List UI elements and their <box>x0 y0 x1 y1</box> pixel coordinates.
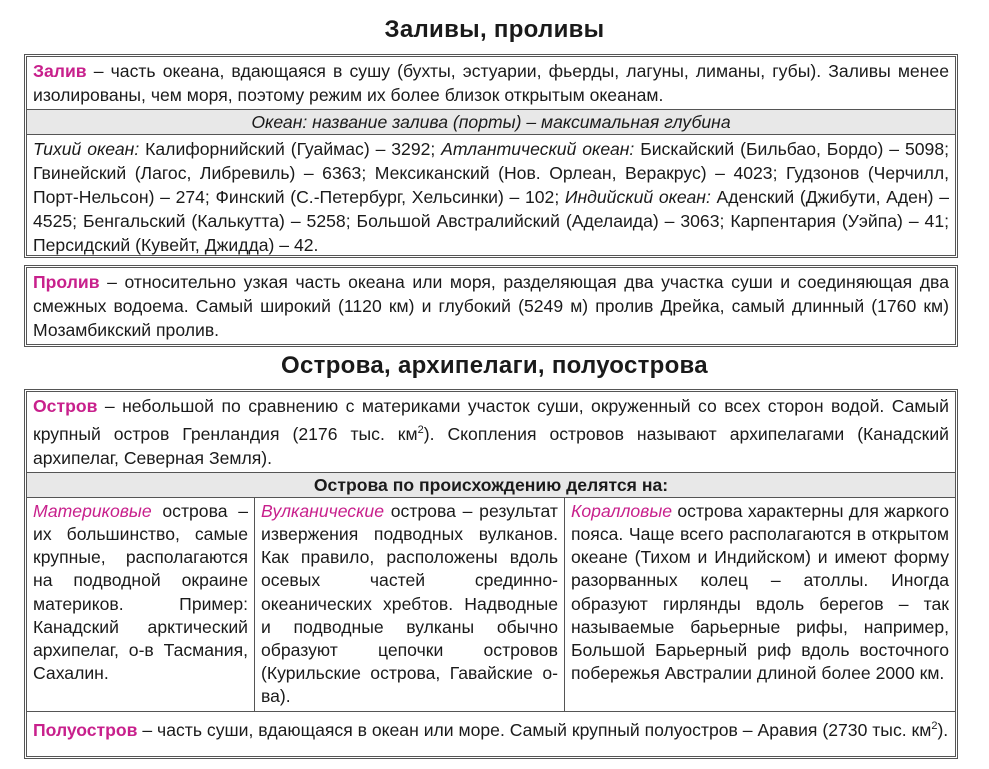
coral-islands-term: Коралловые <box>571 500 673 521</box>
bay-box <box>24 54 958 258</box>
bay-definition-text: – часть океана, вдающаяся в сушу (бухты, эстуарии, фьерды, лагуны, лиманы, губы). Заливы менее изолированы, чем моря, поэтому режим их более близок открытым океанам. <box>33 61 949 105</box>
atlantic-ocean-label: Атлантический океан: <box>441 139 635 159</box>
continental-islands-cell <box>27 498 254 711</box>
bay-definition <box>27 57 955 107</box>
indian-ocean-label: Индийский океан: <box>564 187 711 207</box>
coral-islands-text: острова характерны для жаркого пояса. Чаще всего располагаются в открытом океане (Тихом и Индийском) и имеют форму разорванных колец – атоллы. Иногда образуют гирлянды вдоль берегов – так называемые барьерные рифы, например, Большой Барьерный риф вдоль восточного побережья Австралии длиной более 2000 км. <box>571 500 949 684</box>
peninsula-definition <box>27 712 955 742</box>
island-box <box>24 389 958 759</box>
volcanic-islands-cell <box>254 498 564 711</box>
volcanic-islands-term: Вулканические <box>261 500 384 521</box>
island-origin-header: Острова по происхождению делятся на: <box>27 472 955 497</box>
island-types-columns <box>27 497 955 712</box>
strait-term: Пролив <box>33 272 100 292</box>
peninsula-area-superscript: 2 <box>931 719 938 732</box>
coral-islands-cell <box>564 498 955 711</box>
island-definition <box>27 392 955 470</box>
island-definition-text-b: ). Скопления островов называют архипелагами (Канадский архипелаг, Северная Земля). <box>33 423 949 468</box>
strait-definition-text: – относительно узкая часть океана или моря, разделяющая два участка суши и соединяющая два смежных водоема. Самый широкий (1120 км) и глубокий (5249 м) пролив Дрейка, самый длинный (1760 км) Мозамбикский пролив. <box>33 272 949 340</box>
indian-bays-text: Аденский (Джибути, Аден) – 4525; Бенгальский (Калькутта) – 5258; Большой Австралийский (Аделаида) – 3063; Карпентария (Уэйпа) – 41; Персидский (Кувейт, Джидда) – 42. <box>33 187 949 255</box>
continental-islands-term: Материковые <box>33 500 152 521</box>
bay-list <box>27 134 955 257</box>
section-title-islands: Острова, архипелаги, полуострова <box>281 352 708 379</box>
atlantic-bays-text: Бискайский (Бильбао, Бордо) – 5098; Гвинейский (Лагос, Либревиль) – 6363; Мексиканский (Нов. Орлеан, Веракрус) – 4023; Гудзонов (Черчилл, Порт-Нельсон) – 274; Финский (С.-Петербург, Хельсинки) – 102; <box>33 139 949 207</box>
volcanic-islands-text: острова – результат извержения подводных вулканов. Как правило, расположены вдоль осевых частей срединно-океанических хребтов. Надводные и подводные вулканы обычно образуют цепочки островов (Курильские острова, Гавайские о-ва). <box>261 500 558 707</box>
peninsula-definition-text-a: – часть суши, вдающаяся в океан или море. Самый крупный полуостров – Аравия (2730 тыс. км <box>137 719 932 740</box>
island-definition-text-a: – небольшой по сравнению с материками участок суши, окруженный со всех сторон водой. Самый крупный остров Гренландия (2176 тыс. км <box>33 396 949 444</box>
peninsula-definition-text-b: ). <box>937 719 949 740</box>
bay-term: Залив <box>33 61 87 81</box>
strait-definition <box>27 268 955 342</box>
pacific-bays-text: Калифорнийский (Гуаймас) – 3292; <box>139 139 442 159</box>
section-title-bays-straits: Заливы, проливы <box>384 16 605 43</box>
peninsula-term: Полуостров <box>33 719 138 740</box>
bay-table-subheader: Океан: название залива (порты) – максимальная глубина <box>27 109 955 134</box>
strait-box <box>24 265 958 347</box>
continental-islands-text: острова – их большинство, самые крупные, располагаются на подводной окраине материков. Пример: Канадский арктический архипелаг, о-в Тасмания, Сахалин. <box>33 500 248 684</box>
pacific-ocean-label: Тихий океан: <box>33 139 140 159</box>
island-area-superscript: 2 <box>417 424 424 436</box>
island-term: Остров <box>33 396 98 416</box>
